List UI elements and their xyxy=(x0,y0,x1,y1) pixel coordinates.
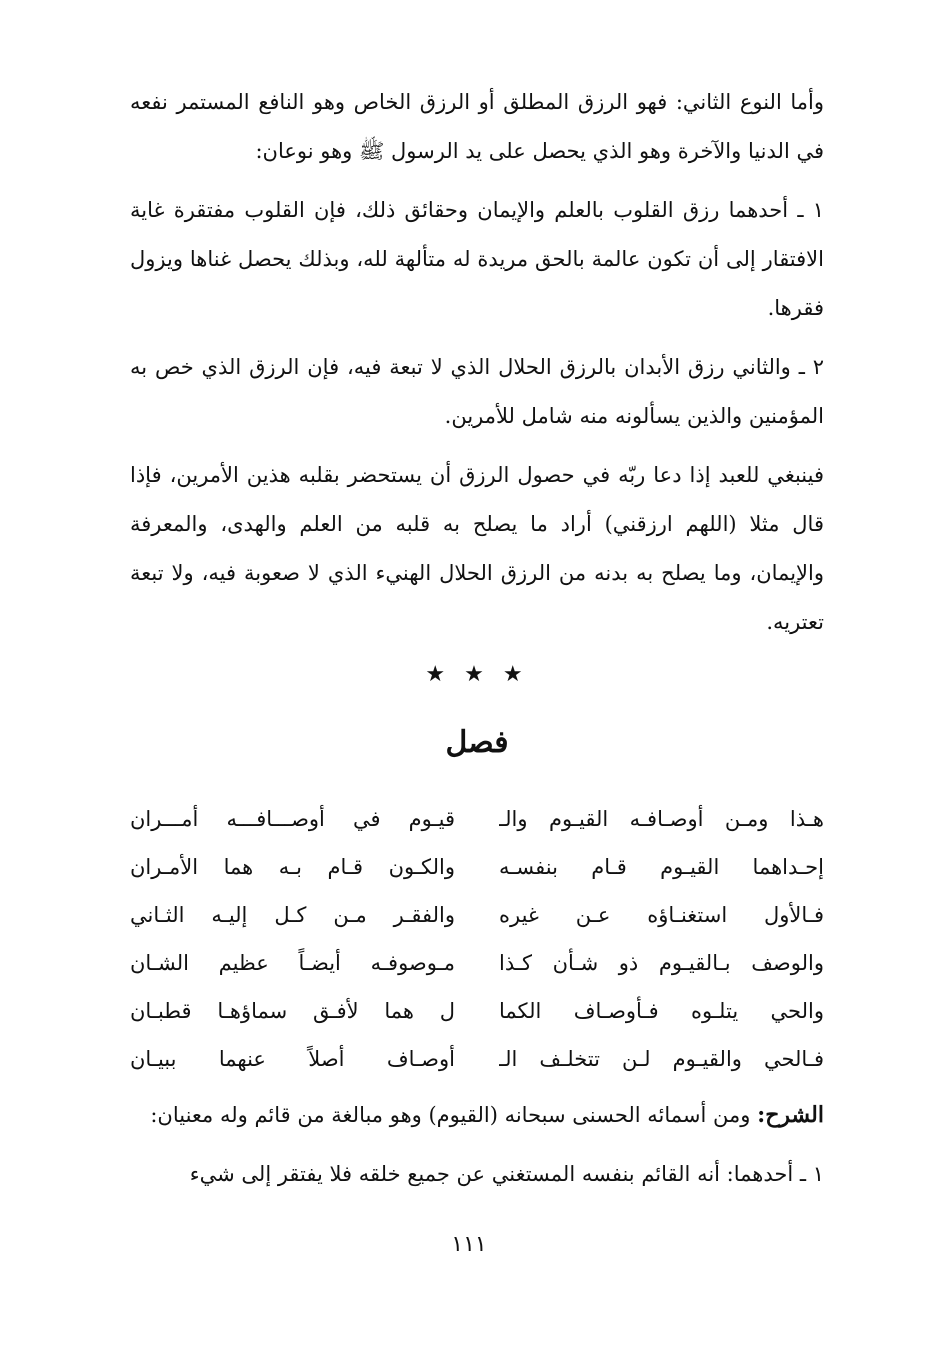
paragraph-heart-provision: ١ ـ أحدهما رزق القلوب بالعلم والإيمان وحقائق ذلك، فإن القلوب مفتقرة غاية الافتقار إلى أن تكون عالمة بالحق مريدة له متألهة لله، وبذلك يحصل غناها ويزول فقرها. xyxy=(130,198,824,320)
poem xyxy=(130,795,824,1083)
verse-second-hemistich: ل هما لأفـق سماؤهـا قطبـان xyxy=(130,999,455,1023)
verse-second-hemistich: مـوصوفـه أيضـاً عظيم الشـان xyxy=(130,951,455,975)
poem-verse xyxy=(130,795,824,843)
verse-first-hemistich: إحـداهما القيـوم قـام بنفسـه xyxy=(499,855,824,879)
verse-first-hemistich: هـذا ومـن أوصـافـه القيـوم والـ xyxy=(499,807,824,831)
section-title: فصل xyxy=(445,725,509,760)
poem-verse xyxy=(130,987,824,1035)
verse-first-hemistich: والوصف بـالقيـوم ذو شـأن كـذا xyxy=(499,951,824,975)
explanation-label: الشرح: xyxy=(757,1102,824,1128)
verse-second-hemistich: قيـوم في أوصـــافـــه أمـــران xyxy=(130,807,455,831)
page-number: ١١١ xyxy=(451,1232,487,1257)
poem-verse xyxy=(130,891,824,939)
paragraph-second-type: وأما النوع الثاني: فهو الرزق المطلق أو الرزق الخاص وهو النافع المستمر نفعه في الدنيا والآخرة وهو الذي يحصل على يد الرسول ﷺ وهو نوعان: xyxy=(130,90,824,163)
explanation-paragraph xyxy=(130,1091,824,1140)
verse-first-hemistich: فـالأول استغنـاؤه عـن غيره xyxy=(499,903,824,927)
explanation-text: ومن أسمائه الحسنى سبحانه (القيوم) وهو مبالغة من قائم وله معنيان: xyxy=(150,1103,751,1127)
poem-verse xyxy=(130,939,824,987)
paragraph-body-provision: ٢ ـ والثاني رزق الأبدان بالرزق الحلال الذي لا تبعة فيه، فإن الرزق الذي خص به المؤمنين والذين يسألونه منه شامل للأمرين. xyxy=(130,355,824,428)
verse-first-hemistich: فـالحي والقيـوم لـن تتخلـف الـ xyxy=(499,1047,824,1071)
verse-second-hemistich: والكـون قـام بـه هما الأمـران xyxy=(130,855,455,879)
verse-second-hemistich: والفقـر مـن كـل إليـه الثـاني xyxy=(130,903,455,927)
section-separator: ★ ★ ★ xyxy=(425,662,529,687)
poem-verse xyxy=(130,1035,824,1083)
paragraph-first-meaning: ١ ـ أحدهما: أنه القائم بنفسه المستغني عن جميع خلقه فلا يفتقر إلى شيء xyxy=(189,1162,824,1186)
poem-verse xyxy=(130,843,824,891)
page-body xyxy=(130,78,824,1209)
verse-second-hemistich: أوصـاف أصلاً عنهما ببيـان xyxy=(130,1047,455,1071)
paragraph-supplication: فينبغي للعبد إذا دعا ربّه في حصول الرزق أن يستحضر بقلبه هذين الأمرين، فإذا قال مثلا (اللهم ارزقني) أراد ما يصلح به قلبه من العلم والهدى، والمعرفة والإيمان، وما يصلح به بدنه من الرزق الحلال الهنيء الذي لا صعوبة فيه، ولا تبعة تعتريه. xyxy=(130,463,824,634)
verse-first-hemistich: والحي يتلـوه فـأوصـاف الكما xyxy=(499,999,824,1023)
